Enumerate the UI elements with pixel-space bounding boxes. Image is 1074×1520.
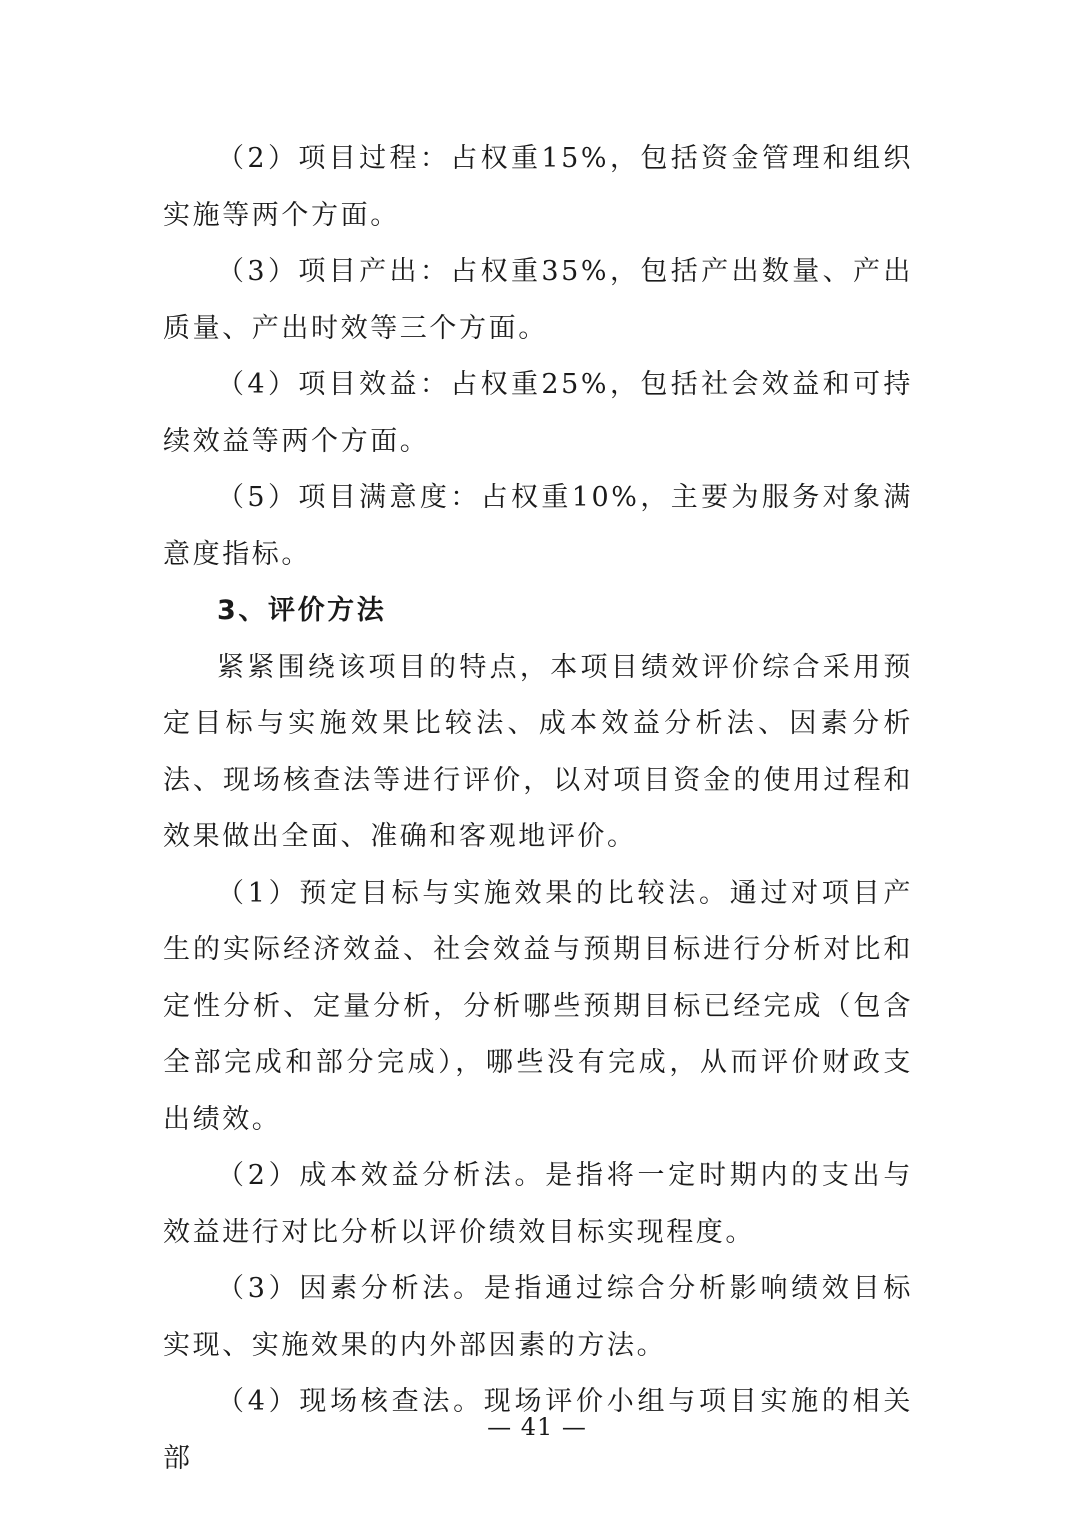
document-body [163,131,913,1487]
page-number: — 41 — [487,1413,587,1441]
paragraph-project-satisfaction: （5）项目满意度：占权重10%，主要为服务对象满意度指标。 [163,482,913,570]
paragraph-method-comparison: （1）预定目标与实施效果的比较法。通过对项目产生的实际经济效益、社会效益与预期目标进行分析对比和定性分析、定量分析，分析哪些预期目标已经完成（包含全部完成和部分完成），哪些没有完成，从而评价财政支出绩效。 [163,877,913,1135]
paragraph-method-cost-benefit: （2）成本效益分析法。是指将一定时期内的支出与效益进行对比分析以评价绩效目标实现程度。 [163,1160,913,1248]
paragraph-method-factor-analysis: （3）因素分析法。是指通过综合分析影响绩效目标实现、实施效果的内外部因素的方法。 [163,1273,913,1361]
paragraph-project-process: （2）项目过程：占权重15%，包括资金管理和组织实施等两个方面。 [163,143,913,231]
paragraph-method-onsite-check: （4）现场核查法。现场评价小组与项目实施的相关部 [163,1386,913,1474]
paragraph-method-intro: 紧紧围绕该项目的特点，本项目绩效评价综合采用预定目标与实施效果比较法、成本效益分析法、因素分析法、现场核查法等进行评价，以对项目资金的使用过程和效果做出全面、准确和客观地评价。 [163,651,913,852]
paragraph-project-output: （3）项目产出：占权重35%，包括产出数量、产出质量、产出时效等三个方面。 [163,256,913,344]
section-heading-evaluation-method: 3、评价方法 [217,595,387,626]
paragraph-project-benefit: （4）项目效益：占权重25%，包括社会效益和可持续效益等两个方面。 [163,369,913,457]
